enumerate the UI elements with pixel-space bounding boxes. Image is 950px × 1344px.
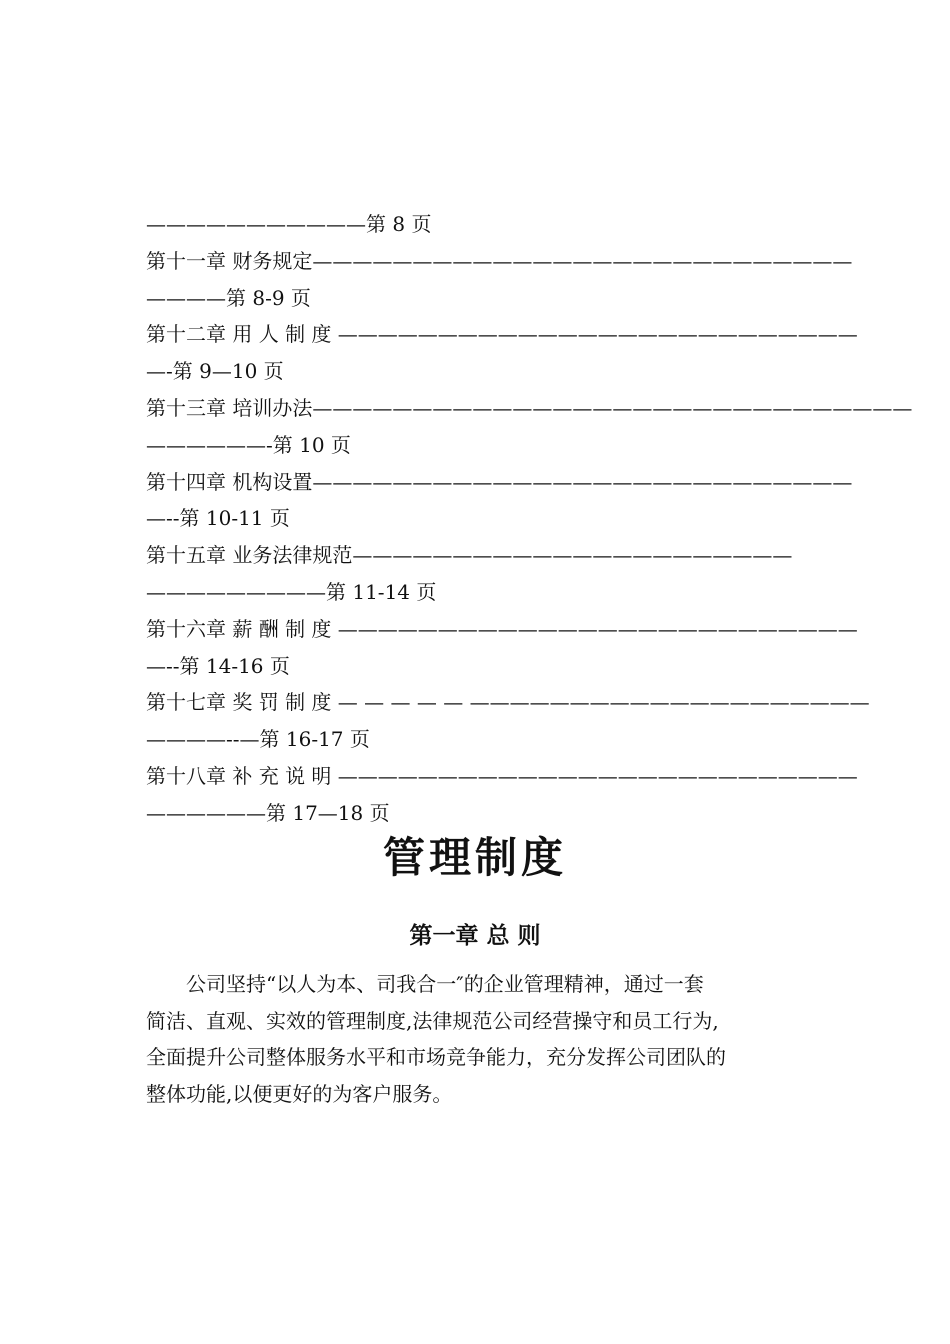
paragraph-line: 全面提升公司整体服务水平和市场竞争能力，充分发挥公司团队的 (146, 1045, 726, 1069)
toc-line: ——————第 17—18 页 (146, 800, 390, 825)
toc-line: ———————————第 8 页 (146, 212, 432, 236)
toc-line: ————第 8-9 页 (146, 285, 311, 310)
toc-line: —————————第 11-14 页 (146, 579, 437, 604)
toc-line: ——————-第 10 页 (146, 432, 351, 457)
toc-line: ————--—第 16-17 页 (146, 727, 370, 752)
toc-line: 第十二章 用 人 制 度 —————————————————————————— (146, 322, 858, 347)
toc-line: 第十六章 薪 酬 制 度 —————————————————————————— (146, 616, 858, 641)
paragraph-line: 简洁、直观、实效的管理制度,法律规范公司经营操守和员工行为, (146, 1008, 719, 1033)
toc-line: 第十七章 奖 罚 制 度 — — — — — ———————————————————— (146, 690, 870, 715)
toc-line: 第十三章 培训办法—————————————————————————————— (146, 395, 913, 420)
toc-line: 第十五章 业务法律规范—————————————————————— (146, 543, 793, 568)
body-paragraph (146, 966, 806, 1112)
toc-line: —--第 10-11 页 (146, 506, 290, 531)
toc-line: —-第 9—10 页 (146, 359, 284, 384)
chapter-heading: 第一章 总 则 (409, 923, 541, 949)
toc-line: 第十一章 财务规定——————————————————————————— (146, 248, 853, 273)
toc-line: —--第 14-16 页 (146, 653, 290, 678)
document-title: 管理制度 (382, 833, 567, 882)
toc-line: 第十四章 机构设置——————————————————————————— (146, 469, 853, 494)
paragraph-line: 公司坚持“以人为本、司我合一″的企业管理精神，通过一套 (146, 972, 704, 996)
toc-line: 第十八章 补 充 说 明 —————————————————————————— (146, 763, 858, 788)
paragraph-line: 整体功能,以便更好的为客户服务。 (146, 1081, 453, 1106)
table-of-contents (146, 206, 913, 832)
